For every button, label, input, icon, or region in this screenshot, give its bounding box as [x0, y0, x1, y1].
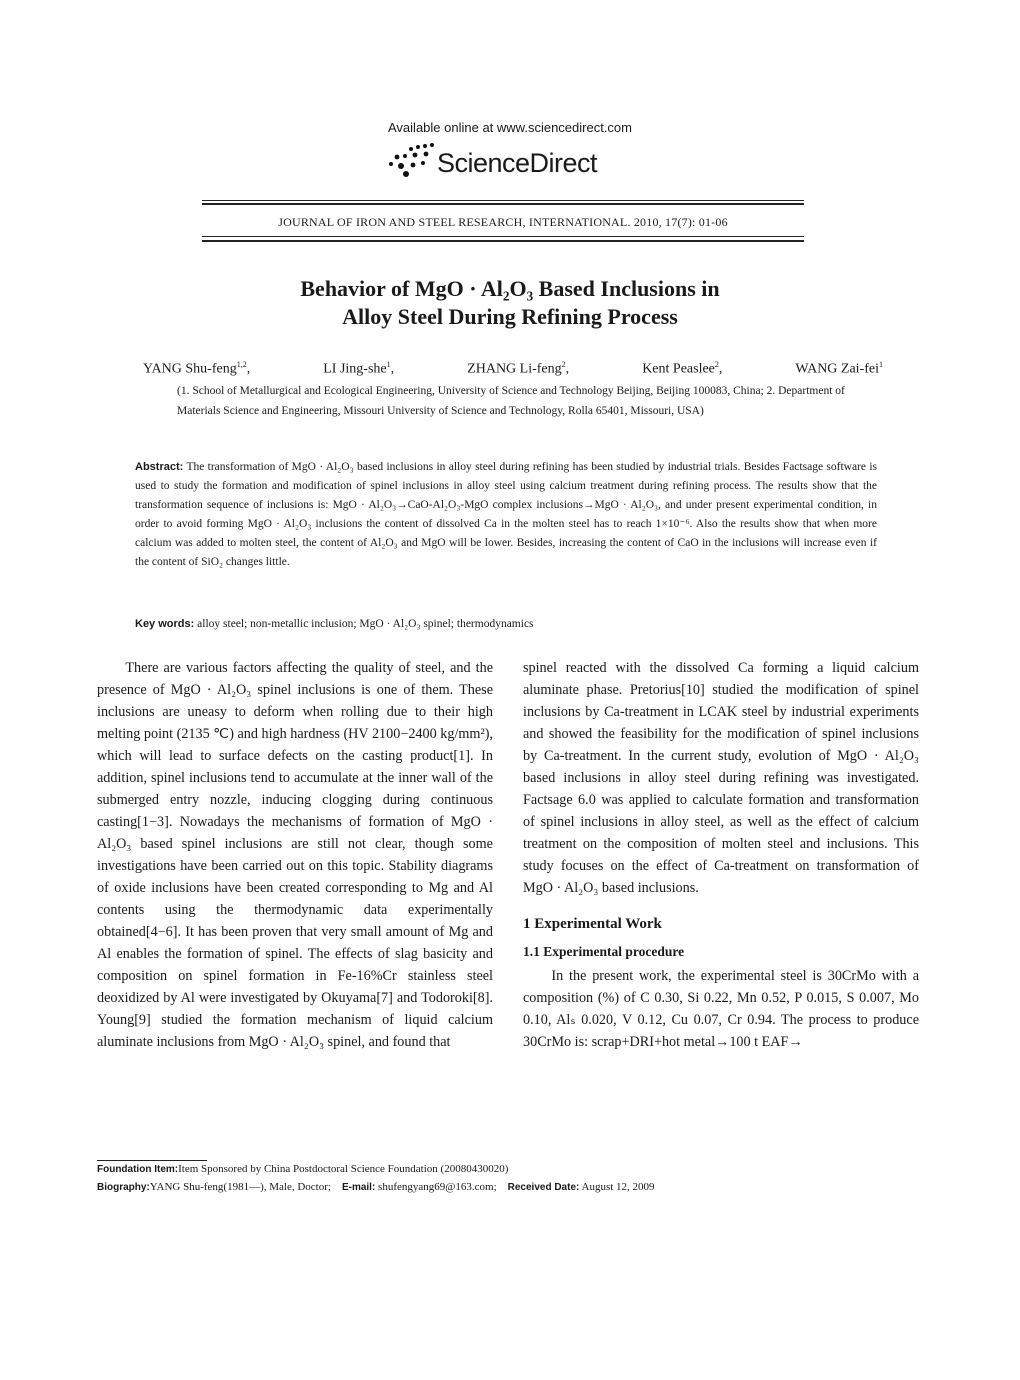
body-paragraph: There are various factors affecting the quality of steel, and the presence of MgO · Al₂O₃ spinel inclusions is one of them. These inclusions are uneasy to deform when rolling due to their high melting point (2135 ℃) and high hardness (HV 2100−2400 kg/mm²), which will lead to surface defects on the casting product[1]. In addition, spinel inclusions tend to accumulate at the inner wall of the submerged entry nozzle, inducing clogging during continuous casting[1−3]. Nowadays the mechanisms of formation of MgO · Al₂O₃ based spinel inclusions are still not clear, though some investigations have been carried out on this topic. Stability diagrams of oxide inclusions have been created corresponding to Mg and Al contents using the thermodynamic data experimentally obtained[4−6]. It has been proven that very small amount of Mg and Al enables the formation of spinel. The effects of slag basicity and composition on spinel formation in Fe-16%Cr stainless steel deoxidized by Al were investigated by Okuyama[7] and Todoroki[8]. Young[9] studied the formation mechanism of liquid calcium aluminate inclusions from MgO · Al₂O₃ spinel, and found that — [97, 660, 493, 1050]
footnote-biography — [97, 1181, 927, 1193]
title-line-2: Alloy Steel During Refining Process — [342, 304, 678, 329]
body-paragraph: spinel reacted with the dissolved Ca forming a liquid calcium aluminate phase. Pretorius[10] studied the modification of spinel inclusions by Ca-treatment in LCAK steel by industrial experiments and showed the feasibility for the modification of spinel inclusions by Ca-treatment. In the current study, evolution of MgO · Al₂O₃ based inclusions in alloy steel during refining was investigated. Factsage 6.0 was applied to calculate formation and transformation of spinel inclusions in alloy steel, as well as the effect of calcium treatment on the composition of molten steel and inclusions. This study focuses on the effect of Ca-treatment on transformation of MgO · Al₂O₃ based inclusions. — [523, 660, 919, 896]
abstract-label: Abstract: — [135, 461, 184, 473]
author: ZHANG Li-feng$^2$, — [467, 360, 570, 377]
author: Kent Peaslee$^2$, — [642, 360, 723, 377]
author-list — [143, 360, 883, 378]
abstract — [135, 458, 877, 572]
footnote-foundation — [97, 1163, 927, 1175]
abstract-text: The transformation of MgO · Al₂O₃ based inclusions in alloy steel during refining has been studied by industrial trials. Besides Factsage software is used to study the formation and modification of spinel inclusions in alloy steel using calcium treatment during refining process. The results show that the transformation sequence of inclusions is: MgO · Al₂O₃→CaO-Al₂O₃-MgO complex inclusions→MgO · Al₂O₃, and under present experimental condition, in order to avoid forming MgO · Al₂O₃ inclusions the content of dissolved Ca in the molten steel has to reach 1×10⁻⁶. Also the results show that when more calcium was added to molten steel, the content of Al₂O₃ and MgO will be lower. Besides, increasing the content of CaO in the inclusions will increase even if the content of SiO₂ changes little. — [135, 461, 877, 568]
keywords-text: alloy steel; non-metallic inclusion; MgO · Al₂O₃ spinel; thermodynamics — [197, 618, 534, 630]
header-rule-bottom — [202, 236, 804, 237]
section-heading: 1 Experimental Work — [523, 916, 662, 932]
journal-citation: JOURNAL OF IRON AND STEEL RESEARCH, INTERNATIONAL. 2010, 17(7): 01-06 — [278, 215, 728, 229]
biography-label: Biography: — [97, 1182, 150, 1193]
affiliations: (1. School of Metallurgical and Ecological Engineering, University of Science and Technology Beijing, Beijing 100083, China; 2. Department of Materials Science and Engineering, Missouri University of Science and Technology, Rolla 65401, Missouri, USA) — [177, 385, 845, 417]
email-text: shufengyang69@163.com; — [378, 1181, 497, 1193]
header-rule-top-thick — [202, 203, 804, 205]
header-rule-bottom-thick — [202, 240, 804, 242]
author: WANG Zai-fei$^1$ — [795, 360, 883, 377]
received-label: Received Date: — [507, 1182, 580, 1193]
keywords-label: Key words: — [135, 618, 195, 630]
sciencedirect-logo — [385, 141, 635, 181]
available-online-text: Available online at www.sciencedirect.com — [388, 120, 632, 135]
paper-title — [0, 275, 1020, 331]
keywords — [135, 618, 877, 630]
body-column-left — [97, 657, 493, 1053]
body-column-right — [523, 657, 919, 1053]
email-label: E-mail: — [341, 1182, 376, 1193]
foundation-text: Item Sponsored by China Postdoctoral Science Foundation (20080430020) — [178, 1163, 509, 1175]
footnote-rule — [97, 1160, 207, 1161]
sciencedirect-dots-icon — [385, 141, 435, 181]
received-text: August 12, 2009 — [581, 1181, 655, 1193]
body-paragraph: In the present work, the experimental steel is 30CrMo with a composition (%) of C 0.30, Si 0.22, Mn 0.52, P 0.015, S 0.007, Mo 0.10, Alₛ 0.020, V 0.12, Cu 0.07, Cr 0.94. The process to produce 30CrMo is: scrap+DRI+hot metal→100 t EAF→ — [523, 968, 919, 1050]
author: YANG Shu-feng$^{1,2}$, — [143, 360, 251, 377]
biography-text: YANG Shu-feng(1981—), Male, Doctor; — [149, 1181, 331, 1193]
author: LI Jing-she$^1$, — [323, 360, 395, 377]
subsection-heading: 1.1 Experimental procedure — [523, 944, 685, 959]
title-line-1: Behavior of MgO · Al₂O₃ Based Inclusions in — [300, 276, 720, 301]
foundation-label: Foundation Item: — [97, 1164, 179, 1175]
sciencedirect-wordmark: ScienceDirect — [437, 148, 598, 178]
header-rule-top — [202, 200, 804, 201]
